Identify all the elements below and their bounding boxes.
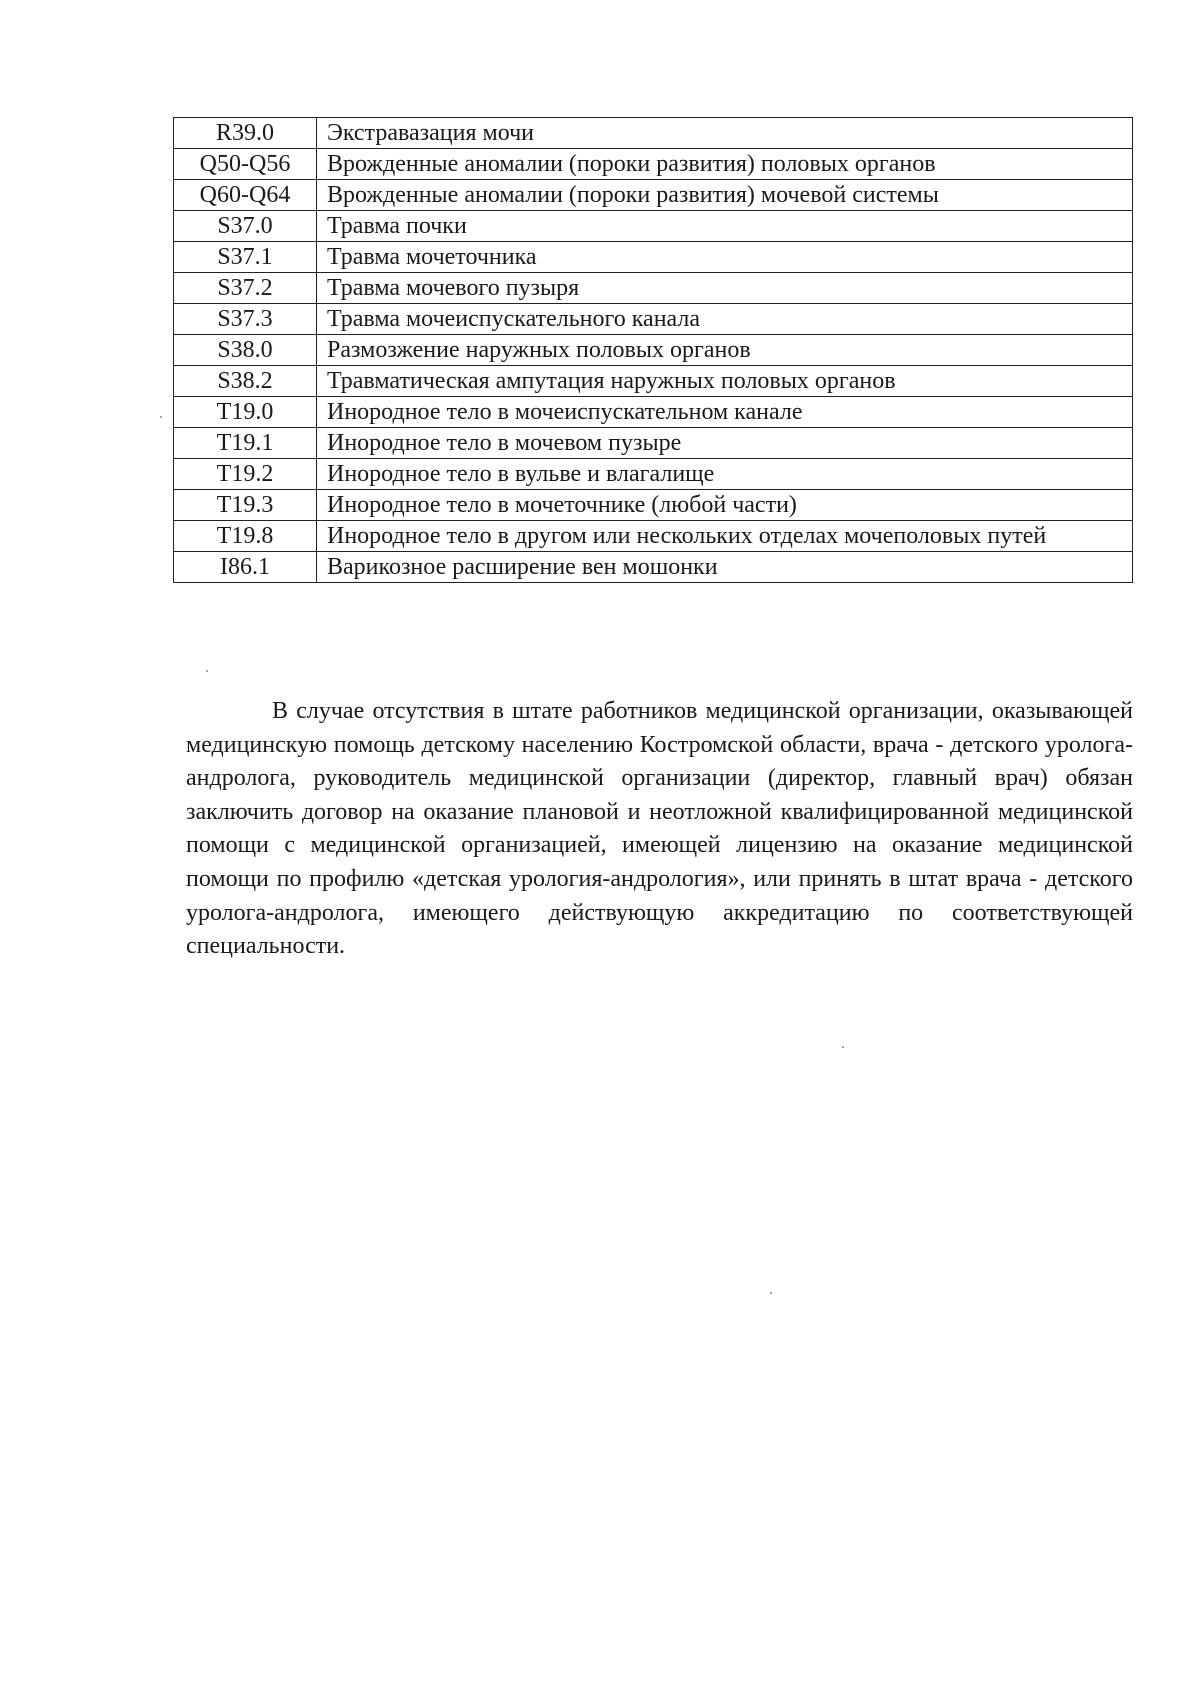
description-cell: Травма мочеиспускательного канала [317, 304, 1133, 335]
description-cell: Врожденные аномалии (пороки развития) половых органов [317, 149, 1133, 180]
code-cell: S37.3 [174, 304, 317, 335]
table-row [174, 211, 1133, 242]
table-row [174, 149, 1133, 180]
table-row [174, 118, 1133, 149]
table-row [174, 273, 1133, 304]
table-row [174, 521, 1133, 552]
diagnosis-codes-table [173, 117, 1133, 583]
description-cell: Травматическая ампутация наружных половых органов [317, 366, 1133, 397]
code-cell: I86.1 [174, 552, 317, 583]
table-row [174, 335, 1133, 366]
description-cell: Травма мочеточника [317, 242, 1133, 273]
code-cell: T19.2 [174, 459, 317, 490]
table-row [174, 552, 1133, 583]
description-cell: Травма почки [317, 211, 1133, 242]
code-cell: S38.0 [174, 335, 317, 366]
description-cell: Инородное тело в мочевом пузыре [317, 428, 1133, 459]
description-cell: Врожденные аномалии (пороки развития) мочевой системы [317, 180, 1133, 211]
code-cell: S37.2 [174, 273, 317, 304]
table-row [174, 304, 1133, 335]
table-row [174, 242, 1133, 273]
description-cell: Инородное тело в вульве и влагалище [317, 459, 1133, 490]
code-cell: S37.1 [174, 242, 317, 273]
table-row [174, 366, 1133, 397]
table-row [174, 180, 1133, 211]
table-row [174, 459, 1133, 490]
code-cell: T19.3 [174, 490, 317, 521]
code-cell: Q50-Q56 [174, 149, 317, 180]
table-row [174, 428, 1133, 459]
code-cell: T19.1 [174, 428, 317, 459]
table-row [174, 397, 1133, 428]
description-cell: Инородное тело в мочеиспускательном канале [317, 397, 1133, 428]
code-cell: T19.0 [174, 397, 317, 428]
code-cell: Q60-Q64 [174, 180, 317, 211]
table-row [174, 490, 1133, 521]
scan-speck [842, 1046, 844, 1048]
description-cell: Размозжение наружных половых органов [317, 335, 1133, 366]
description-cell: Инородное тело в мочеточнике (любой части) [317, 490, 1133, 521]
scan-speck [770, 1292, 772, 1294]
description-cell: Варикозное расширение вен мошонки [317, 552, 1133, 583]
description-cell: Инородное тело в другом или нескольких отделах мочеполовых путей [317, 521, 1133, 552]
scan-speck [206, 670, 208, 672]
description-cell: Травма мочевого пузыря [317, 273, 1133, 304]
code-cell: R39.0 [174, 118, 317, 149]
body-paragraph: В случае отсутствия в штате работников медицинской организации, оказывающей медицинскую помощь детскому населению Костромской области, врача - детского уролога-андролога, руководитель медицинской организации (директор, главный врач) обязан заключить договор на оказание плановой и неотложной квалифицированной медицинской помощи с медицинской организацией, имеющей лицензию на оказание медицинской помощи по профилю «детская урология-андрология», или принять в штат врача - детского уролога-андролога, имеющего действующую аккредитацию по соответствующей специальности. [186, 698, 1133, 960]
scan-speck [160, 416, 162, 418]
code-cell: S38.2 [174, 366, 317, 397]
description-cell: Экстравазация мочи [317, 118, 1133, 149]
code-cell: T19.8 [174, 521, 317, 552]
codes-table-body [174, 118, 1133, 583]
code-cell: S37.0 [174, 211, 317, 242]
